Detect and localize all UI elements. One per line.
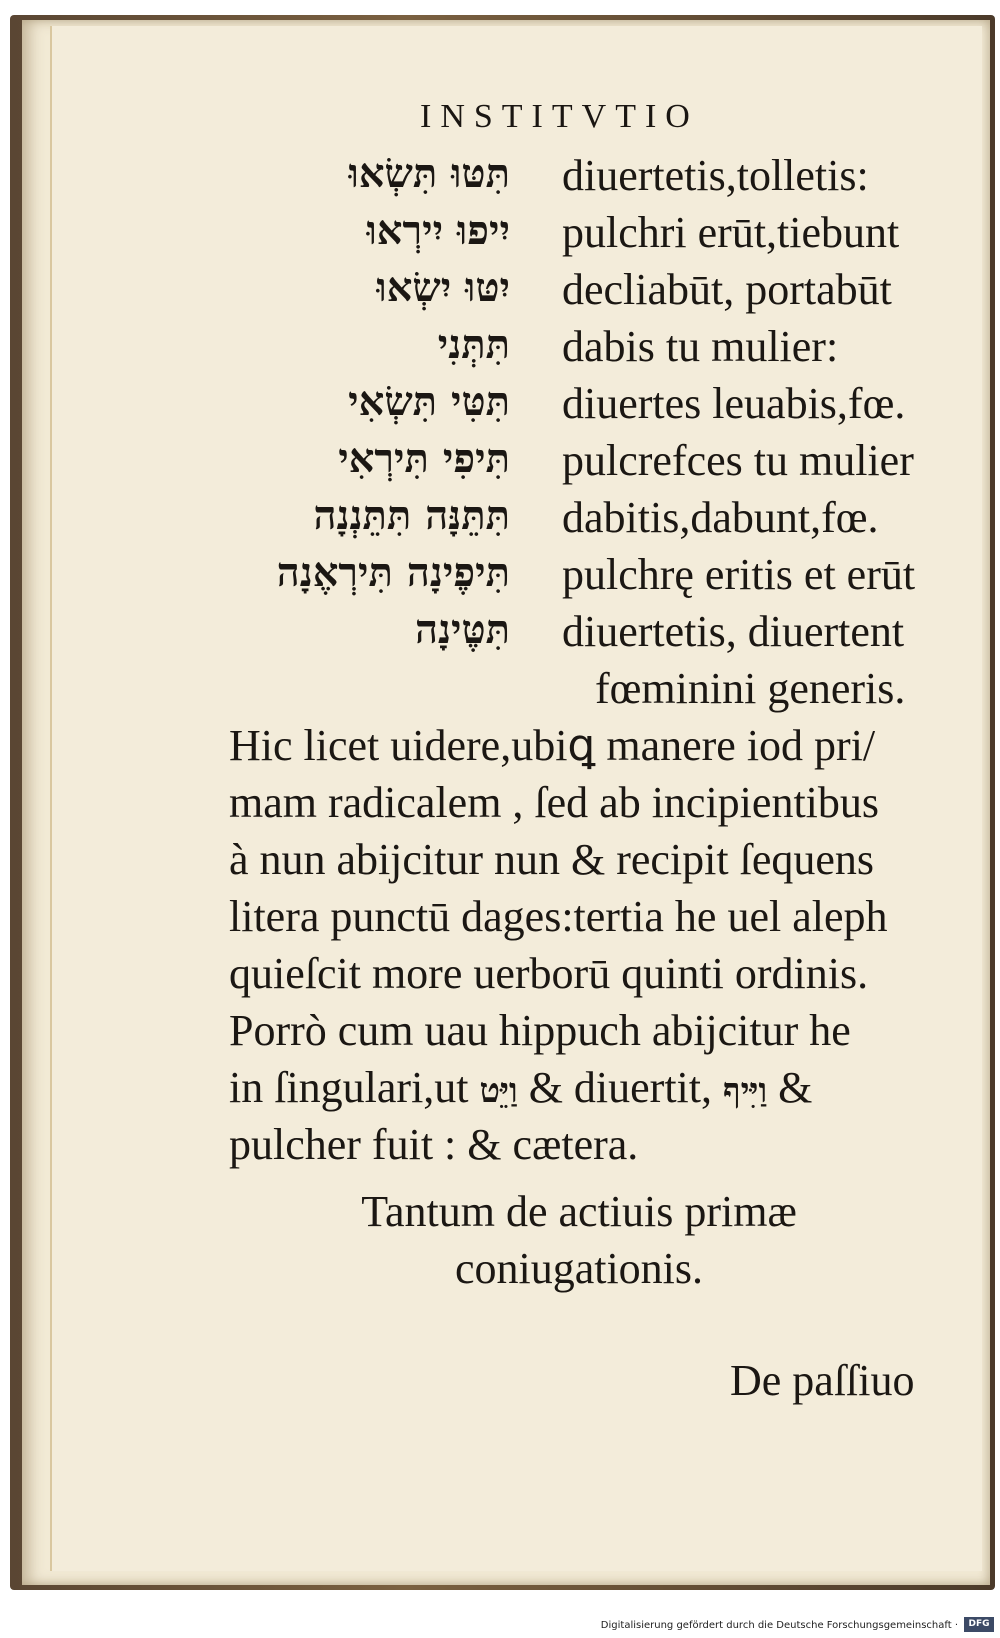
line-text: & diuertit,	[528, 1063, 712, 1112]
latin-gloss: dabis tu mulier:	[562, 322, 839, 371]
paragraph-line: pulcher fuit : & cætera.	[229, 1120, 639, 1169]
closing-line: coniugationis.	[454, 1244, 704, 1293]
vocab-row	[0, 150, 1000, 206]
line-text: in ſingulari,ut	[229, 1063, 469, 1112]
footer-credit: Digitalisierung gefördert durch die Deutsche Forschungsgemeinschaft ·	[600, 1620, 958, 1631]
latin-gloss: dabitis,dabunt,fœ.	[562, 493, 879, 542]
vocab-row	[0, 492, 1000, 548]
latin-gloss: pulchri erūt,tiebunt	[562, 208, 900, 257]
hebrew-term: תִּטִּי תִּשְׂאִי	[348, 378, 510, 425]
dfg-logo: DFG	[964, 1617, 994, 1632]
latin-gloss: pulchrę eritis et erūt	[562, 550, 916, 599]
latin-gloss-continuation: fœminini generis.	[595, 664, 906, 713]
catchword: De paſſiuo	[730, 1356, 915, 1405]
hebrew-term: יִטּוּ יִשְׂאוּ	[376, 264, 510, 311]
running-head: INSTITVTIO	[420, 98, 699, 135]
vocab-row	[0, 321, 1000, 377]
paragraph-line: Hic licet uidere,ubiꝗ manere iod pri/	[229, 721, 876, 770]
latin-gloss: pulcrefces tu mulier	[562, 436, 914, 485]
vocab-row	[0, 606, 1000, 662]
hebrew-term: תִּיפִי תִּירְאִי	[338, 435, 510, 482]
paragraph-line	[229, 1062, 812, 1113]
latin-gloss: diuertes leuabis,fœ.	[562, 379, 906, 428]
vocab-row	[0, 378, 1000, 434]
paragraph-line: Porrò cum uau hippuch abĳcitur he	[229, 1006, 851, 1055]
vocab-row	[0, 264, 1000, 320]
latin-gloss: decliabūt, portabūt	[562, 265, 892, 314]
hebrew-inline-term: וַיִּיף	[723, 1071, 768, 1111]
hebrew-term: יִיפוּ יִירְאוּ	[366, 207, 510, 254]
hebrew-term: תִּתְּנִי	[437, 321, 510, 368]
line-text: &	[778, 1063, 813, 1112]
hebrew-term: תִּתֵּנָּה תִּתֵּנְנָה	[313, 492, 510, 539]
vocab-row	[0, 549, 1000, 605]
paragraph-line: litera punctū dages:tertia he uel aleph	[229, 892, 888, 941]
vocab-row	[0, 435, 1000, 491]
paragraph-line: quieſcit more uerborū quinti ordinis.	[229, 949, 869, 998]
paragraph-line: mam radicalem , ſed ab incipientibus	[229, 778, 880, 827]
latin-gloss: diuertetis,tolletis:	[562, 151, 869, 200]
hebrew-term: תִּטֶּינָה	[414, 606, 510, 653]
hebrew-inline-term: וַיֵּט	[479, 1071, 518, 1111]
paragraph-line: à nun abĳcitur nun & recipit ſequens	[229, 835, 875, 884]
hebrew-term: תִּטּוּ תִּשְׂאוּ	[348, 150, 510, 197]
closing-line: Tantum de actiuis primæ	[361, 1187, 797, 1236]
vocab-row	[0, 207, 1000, 263]
latin-gloss: diuertetis, diuertent	[562, 607, 905, 656]
hebrew-term: תִּיפֶינָה תִּירְאֶנָה	[276, 549, 510, 596]
